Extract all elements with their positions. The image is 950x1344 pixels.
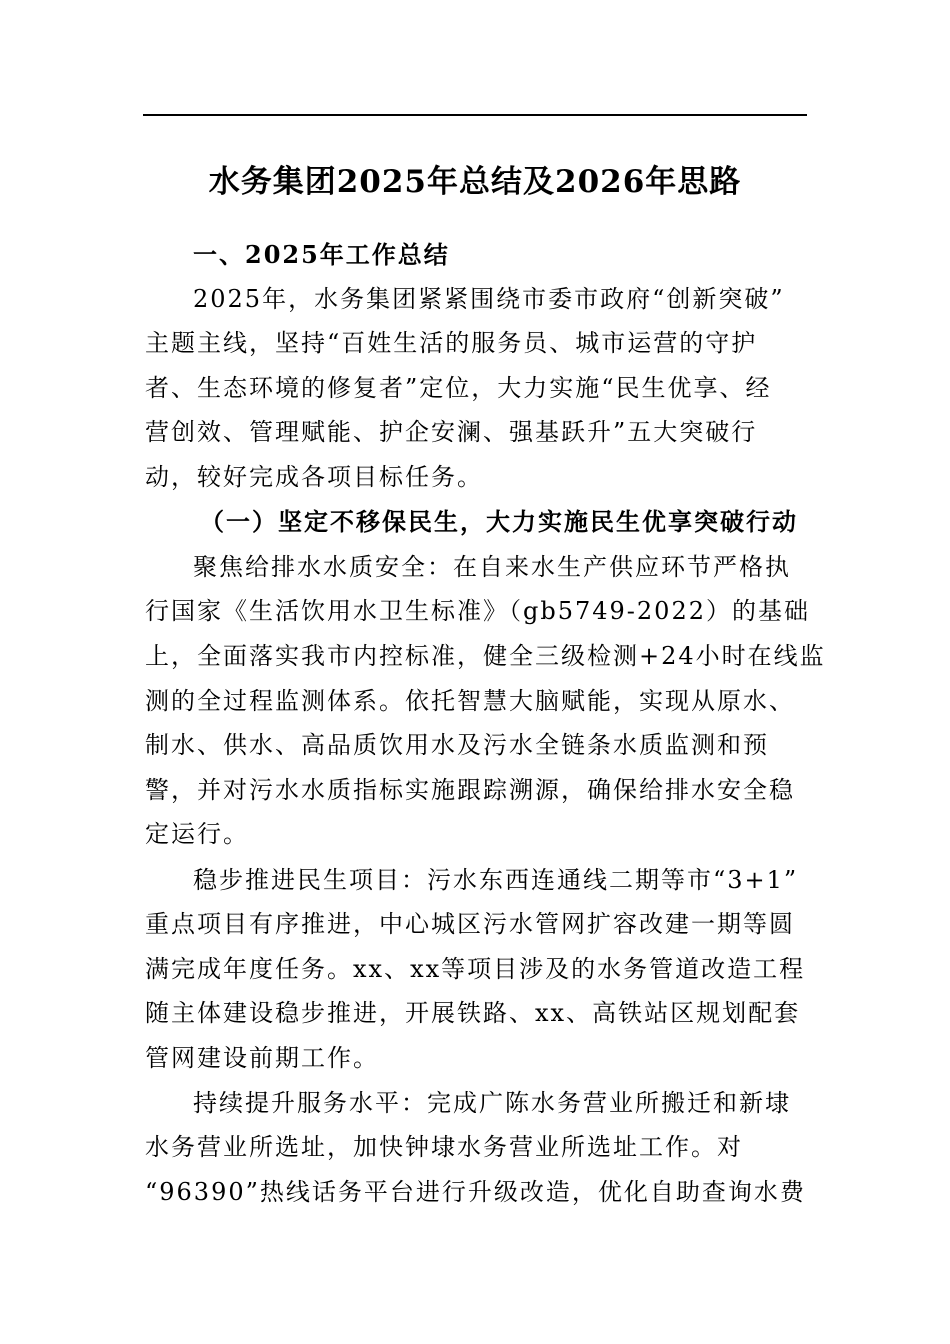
paragraph-line: 聚焦给排水水质安全：在自来水生产供应环节严格执 [193,553,791,581]
paragraph-line: 2025年，水务集团紧紧围绕市委市政府“创新突破” [193,285,785,313]
paragraph-line: 者、生态环境的修复者”定位，大力实施“民生优享、经 [145,374,772,402]
paragraph-line: 动，较好完成各项目标任务。 [145,463,483,491]
paragraph-line: 稳步推进民生项目：污水东西连通线二期等市“3+1” [193,866,799,894]
paragraph-line: 水务营业所选址，加快钟埭水务营业所选址工作。对 [145,1133,743,1161]
paragraph-line: 测的全过程监测体系。依托智慧大脑赋能，实现从原水、 [145,687,795,715]
paragraph-line: 主题主线，坚持“百姓生活的服务员、城市运营的守护 [145,329,758,357]
paragraph-line: 定运行。 [145,820,249,848]
paragraph-line: 随主体建设稳步推进，开展铁路、xx、高铁站区规划配套 [145,999,801,1027]
paragraph-line: “96390”热线话务平台进行升级改造，优化自助查询水费 [145,1178,806,1206]
paragraph-line: 重点项目有序推进，中心城区污水管网扩容改建一期等圆 [145,910,795,938]
section-heading: 一、2025年工作总结 [193,240,450,269]
paragraph-line: 持续提升服务水平：完成广陈水务营业所搬迁和新埭 [193,1089,791,1117]
subsection-heading: （一）坚定不移保民生，大力实施民生优享突破行动 [200,507,798,536]
paragraph-line: 满完成年度任务。xx、xx等项目涉及的水务管道改造工程 [145,955,806,983]
document-title: 水务集团2025年总结及2026年思路 [208,164,742,200]
paragraph-line: 制水、供水、高品质饮用水及污水全链条水质监测和预 [145,731,769,759]
paragraph-line: 警，并对污水水质指标实施跟踪溯源，确保给排水安全稳 [145,776,795,804]
paragraph-line: 行国家《生活饮用水卫生标准》（gb5749-2022）的基础 [145,597,810,625]
paragraph-line: 上，全面落实我市内控标准，健全三级检测+24小时在线监 [145,642,826,670]
paragraph-line: 管网建设前期工作。 [145,1044,379,1072]
header-rule [143,114,807,116]
paragraph-line: 营创效、管理赋能、护企安澜、强基跃升”五大突破行 [145,418,758,446]
